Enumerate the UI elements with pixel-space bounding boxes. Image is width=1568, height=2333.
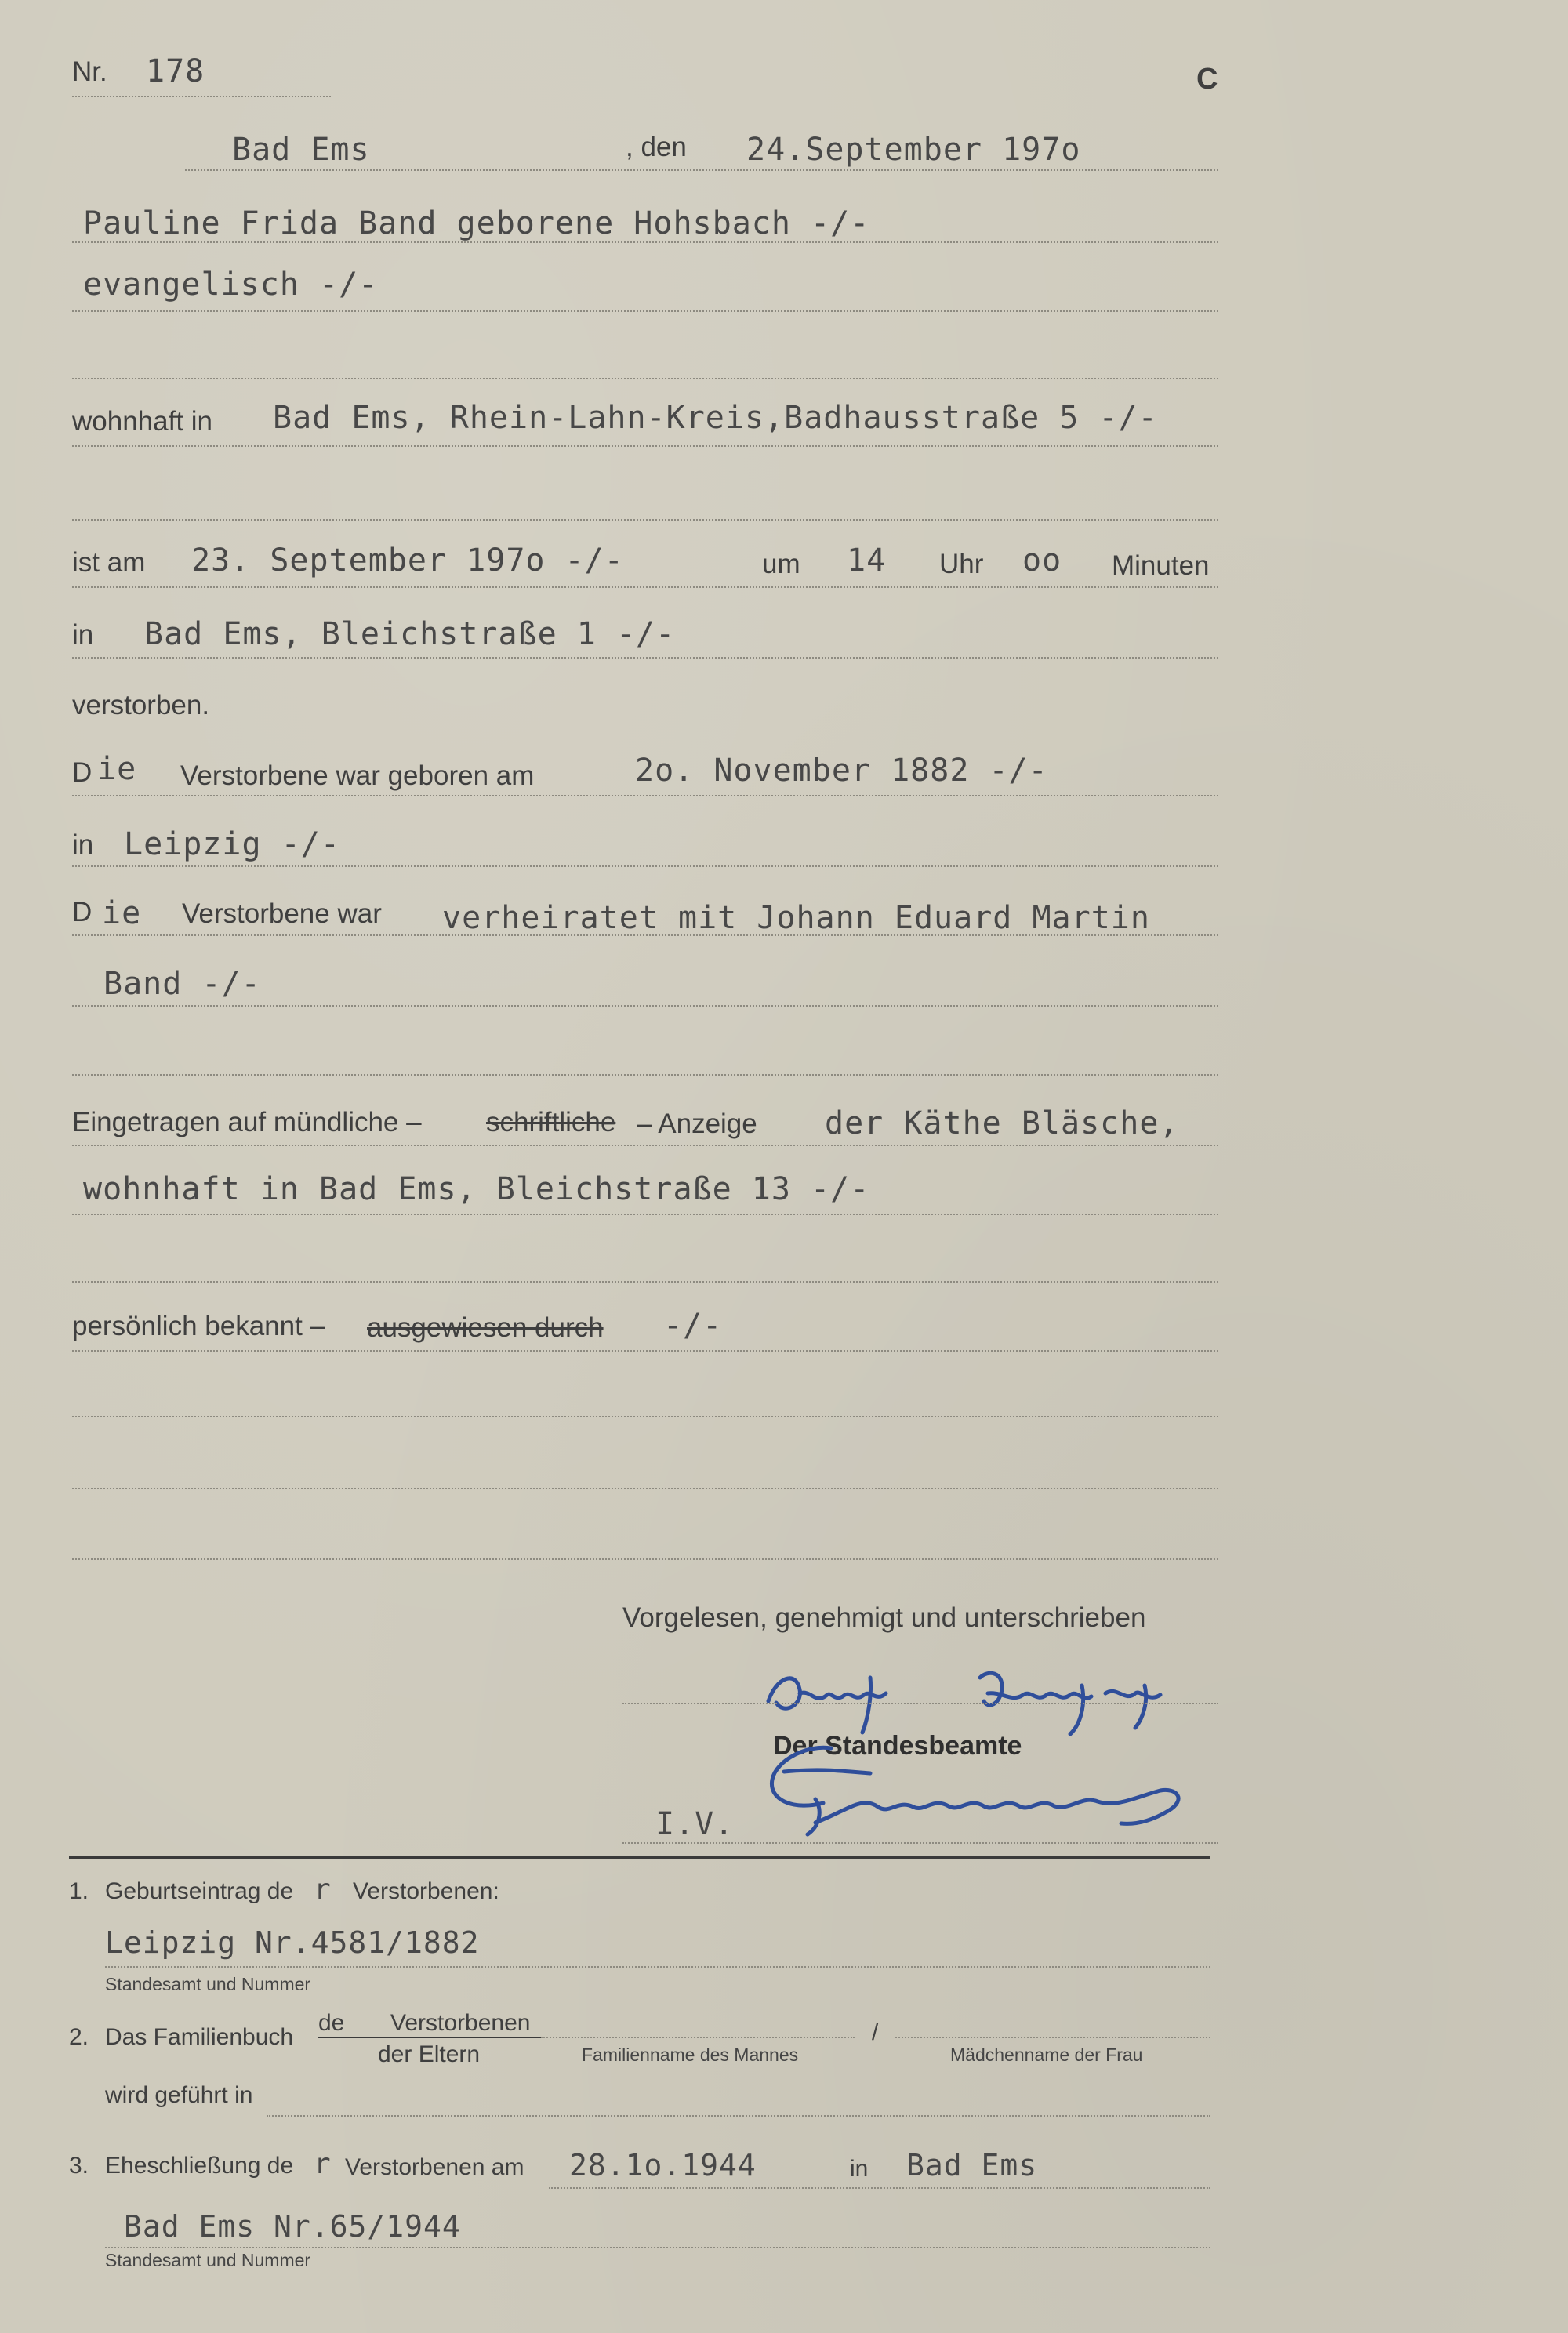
death-place: Bad Ems, Bleichstraße 1 -/- bbox=[144, 616, 676, 652]
footnote1-label-a: Geburtseintrag de bbox=[105, 1878, 294, 1904]
registrar-label: Der Standesbeamte bbox=[773, 1731, 1022, 1761]
footnote1-label-b: Verstorbenen: bbox=[353, 1878, 499, 1904]
informant-line2: wohnhaft in Bad Ems, Bleichstraße 13 -/- bbox=[83, 1171, 870, 1207]
footnote2-option-bottom: der Eltern bbox=[378, 2041, 481, 2067]
footnote2-kept-label: wird geführt in bbox=[105, 2082, 253, 2108]
record-number: 178 bbox=[146, 53, 205, 89]
marital-label: Verstorbene war bbox=[182, 898, 382, 929]
birth-d-label: D bbox=[72, 757, 93, 788]
registration-label-start: Eingetragen auf mündliche – bbox=[72, 1107, 422, 1137]
birth-in-label: in bbox=[72, 829, 94, 860]
footnote3-typed-r: r bbox=[314, 2148, 332, 2180]
footnote3-label-b: Verstorbenen am bbox=[345, 2154, 524, 2180]
identity-struck: ausgewiesen durch bbox=[367, 1312, 604, 1343]
deceased-religion: evangelisch -/- bbox=[83, 267, 379, 303]
uhr-label: Uhr bbox=[939, 549, 984, 579]
um-label: um bbox=[762, 549, 800, 579]
form-letter: C bbox=[1196, 63, 1218, 96]
informant-line1: der Käthe Bläsche, bbox=[825, 1105, 1179, 1141]
deceased-name: Pauline Frida Band geborene Hohsbach -/- bbox=[83, 205, 870, 241]
iv-label: I.V. bbox=[655, 1806, 735, 1842]
death-minutes: oo bbox=[1022, 542, 1062, 579]
marital-d-label: D bbox=[72, 897, 93, 927]
minuten-label: Minuten bbox=[1112, 550, 1210, 581]
identity-value: -/- bbox=[663, 1308, 723, 1344]
footnote2-option-top: Verstorbenen bbox=[390, 2010, 531, 2036]
residence-label: wohnhaft in bbox=[72, 406, 213, 437]
death-in-label: in bbox=[72, 619, 94, 650]
footnote3-date: 28.1o.1944 bbox=[569, 2148, 757, 2182]
footnote2-de: de bbox=[318, 2010, 345, 2036]
verstorben-label: verstorben. bbox=[72, 690, 210, 720]
marital-text-line2: Band -/- bbox=[103, 966, 261, 1002]
footnote1-typed-r: r bbox=[314, 1874, 332, 1906]
footnote2-caption-wife: Mädchenname der Frau bbox=[950, 2045, 1143, 2065]
birth-label: Verstorbene war geboren am bbox=[180, 760, 535, 791]
registry-place: Bad Ems bbox=[232, 132, 370, 168]
birth-date: 2o. November 1882 -/- bbox=[635, 753, 1048, 789]
registry-date: 24.September 197o bbox=[746, 132, 1081, 168]
footnote3-in-label: in bbox=[850, 2156, 869, 2182]
registration-label-end: – Anzeige bbox=[637, 1108, 757, 1139]
footnote-divider bbox=[69, 1856, 1210, 1859]
footnote2-number: 2. bbox=[69, 2024, 89, 2050]
birth-ie-typed: ie bbox=[97, 751, 137, 787]
marital-text-line1: verheiratet mit Johann Eduard Martin bbox=[442, 900, 1150, 936]
footnote1-caption: Standesamt und Nummer bbox=[105, 1974, 311, 1994]
footnote1-value: Leipzig Nr.4581/1882 bbox=[105, 1925, 480, 1960]
death-date: 23. September 197o -/- bbox=[191, 542, 624, 579]
identity-label: persönlich bekannt – bbox=[72, 1311, 325, 1341]
death-hour: 14 bbox=[847, 542, 887, 579]
footnote2-label: Das Familienbuch bbox=[105, 2024, 294, 2050]
read-approved-label: Vorgelesen, genehmigt und unterschrieben bbox=[622, 1602, 1146, 1633]
death-date-label: ist am bbox=[72, 547, 146, 578]
birth-place: Leipzig -/- bbox=[124, 826, 340, 862]
footnote2-slash: / bbox=[872, 2019, 879, 2045]
footnote3-value: Bad Ems Nr.65/1944 bbox=[124, 2209, 461, 2244]
nr-label: Nr. bbox=[72, 56, 107, 87]
registration-struck-word: schriftliche bbox=[486, 1107, 616, 1137]
den-label: , den bbox=[626, 132, 687, 162]
footnote3-number: 3. bbox=[69, 2153, 89, 2179]
footnote3-label-a: Eheschließung de bbox=[105, 2153, 294, 2179]
marital-ie-typed: ie bbox=[102, 895, 142, 931]
registrar-signature bbox=[760, 1725, 1215, 1842]
footnote3-caption: Standesamt und Nummer bbox=[105, 2250, 311, 2270]
footnote3-place: Bad Ems bbox=[906, 2148, 1038, 2182]
footnote1-number: 1. bbox=[69, 1878, 89, 1904]
footnote2-caption-husband: Familienname des Mannes bbox=[582, 2045, 799, 2065]
deceased-residence: Bad Ems, Rhein-Lahn-Kreis,Badhausstraße 5 -/- bbox=[273, 400, 1158, 436]
